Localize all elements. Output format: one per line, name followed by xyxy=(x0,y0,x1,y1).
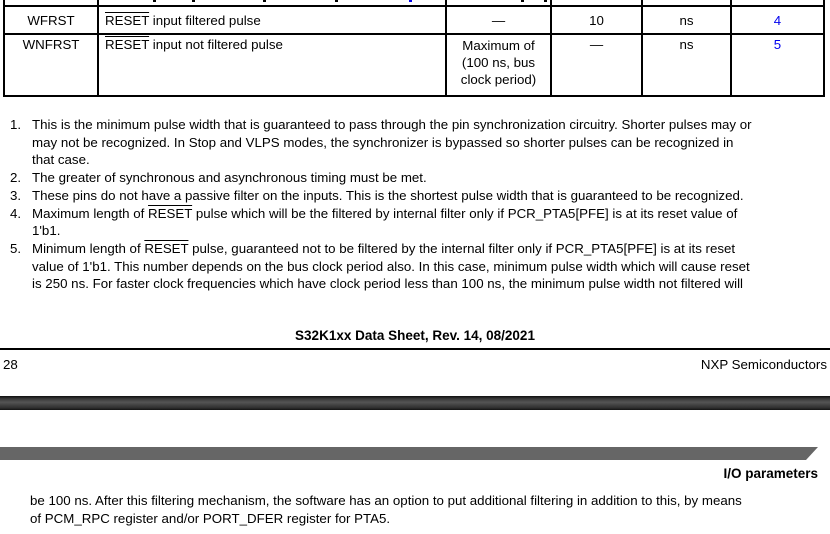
footnote-list xyxy=(10,116,822,293)
footnote-text xyxy=(32,187,822,205)
table-row-wnfrst xyxy=(4,34,824,96)
footnote-number: 5. xyxy=(10,240,22,256)
reset-signal-overlined: RESET xyxy=(105,37,150,52)
max-cell: 10 xyxy=(551,6,642,34)
note-cell xyxy=(731,6,824,34)
clipped-text-fragment xyxy=(263,0,266,2)
footnote-link-4[interactable]: 4 xyxy=(773,12,782,28)
footnote-number: 3. xyxy=(10,187,22,203)
reset-signal-overlined: RESET xyxy=(105,12,150,28)
footnote-number: 4. xyxy=(10,205,22,221)
reset-signal-overlined: RESET xyxy=(148,205,193,221)
description-cell xyxy=(98,34,446,96)
footnote-3 xyxy=(10,187,822,205)
footnote-segment: pulse which will be the filtered by internal filter only if PCR_PTA5[PFE] is at its reset value of xyxy=(192,205,738,221)
footnote-line: This is the minimum pulse width that is guaranteed to pass through the pin synchronization circuitry. Shorter pulses may or xyxy=(32,117,752,132)
footnote-line: These pins do not have a passive filter on the inputs. This is the shortest pulse width that is guaranteed to be recognized. xyxy=(32,187,744,203)
min-line: clock period) xyxy=(460,72,537,87)
footnote-line: 1'b1. xyxy=(32,223,61,239)
unit-cell: ns xyxy=(642,6,731,34)
footnote-number: 2. xyxy=(10,170,22,186)
min-cell: — xyxy=(446,6,551,34)
footnote-line: The greater of synchronous and asynchronous timing must be met. xyxy=(32,170,427,186)
min-cell xyxy=(446,34,551,96)
symbol-cell: WNFRST xyxy=(4,34,98,96)
clipped-text-fragment xyxy=(192,0,195,2)
unit-cell: ns xyxy=(642,34,731,96)
symbol-cell: WFRST xyxy=(4,6,98,34)
section-header-banner xyxy=(0,447,818,460)
body-line: of PCM_RPC register and/or PORT_DFER register for PTA5. xyxy=(30,510,391,526)
min-line: Maximum of xyxy=(462,38,535,53)
clipped-text-fragment xyxy=(335,0,338,2)
footer-rule xyxy=(0,348,830,350)
min-line: (100 ns, bus xyxy=(461,55,536,70)
body-line: be 100 ns. After this filtering mechanism, the software has an option to put additional filtering in addition to this, by means xyxy=(30,493,742,508)
body-paragraph xyxy=(30,492,826,527)
footnote-segment: Minimum length of xyxy=(32,240,145,256)
footnote-line: that case. xyxy=(32,152,90,168)
footnote-segment: Maximum length of xyxy=(32,205,149,221)
footnote-text xyxy=(32,116,822,169)
max-cell: — xyxy=(551,34,642,96)
company-name: NXP Semiconductors xyxy=(700,357,827,372)
footnote-text xyxy=(32,169,822,187)
footnote-line xyxy=(32,205,822,223)
footnote-1 xyxy=(10,116,822,169)
clipped-text-fragment xyxy=(153,0,156,2)
footnote-line: is 250 ns. For faster clock frequencies which have clock period less than 100 ns, the minimum pulse width not filtered will xyxy=(32,276,743,292)
clipped-text-fragment xyxy=(409,0,412,2)
footnote-number: 1. xyxy=(10,117,22,132)
footnote-4 xyxy=(10,205,822,240)
footnote-segment: pulse, guaranteed not to be filtered by the internal filter only if PCR_PTA5[PFE] is at its reset xyxy=(188,240,736,256)
timing-spec-table xyxy=(3,5,825,97)
page-separator-bar xyxy=(0,396,830,410)
footnote-line: value of 1'b1. This number depends on the bus clock period also. In this case, minimum pulse width which will cause reset xyxy=(32,258,750,274)
document-title: S32K1xx Data Sheet, Rev. 14, 08/2021 xyxy=(295,328,535,343)
note-cell xyxy=(731,34,824,96)
footnote-2 xyxy=(10,169,822,187)
clipped-text-fragment xyxy=(544,0,547,2)
description-cell xyxy=(98,6,446,34)
footnote-text xyxy=(32,205,822,240)
section-header-label: I/O parameters xyxy=(723,466,818,481)
footnote-text xyxy=(32,240,822,293)
footnote-line: may not be recognized. In Stop and VLPS modes, the synchronizer is bypassed so shorter pulses can be recognized in xyxy=(32,134,734,150)
table-row-wfrst xyxy=(4,6,824,34)
page-number: 28 xyxy=(3,357,18,372)
footnote-line xyxy=(32,240,822,258)
footnote-5 xyxy=(10,240,822,293)
description-text: input not filtered pulse xyxy=(149,37,283,52)
clipped-text-fragment xyxy=(521,0,524,2)
footnote-link-5[interactable]: 5 xyxy=(773,37,782,52)
reset-signal-overlined: RESET xyxy=(144,240,189,256)
description-text: input filtered pulse xyxy=(149,12,261,28)
